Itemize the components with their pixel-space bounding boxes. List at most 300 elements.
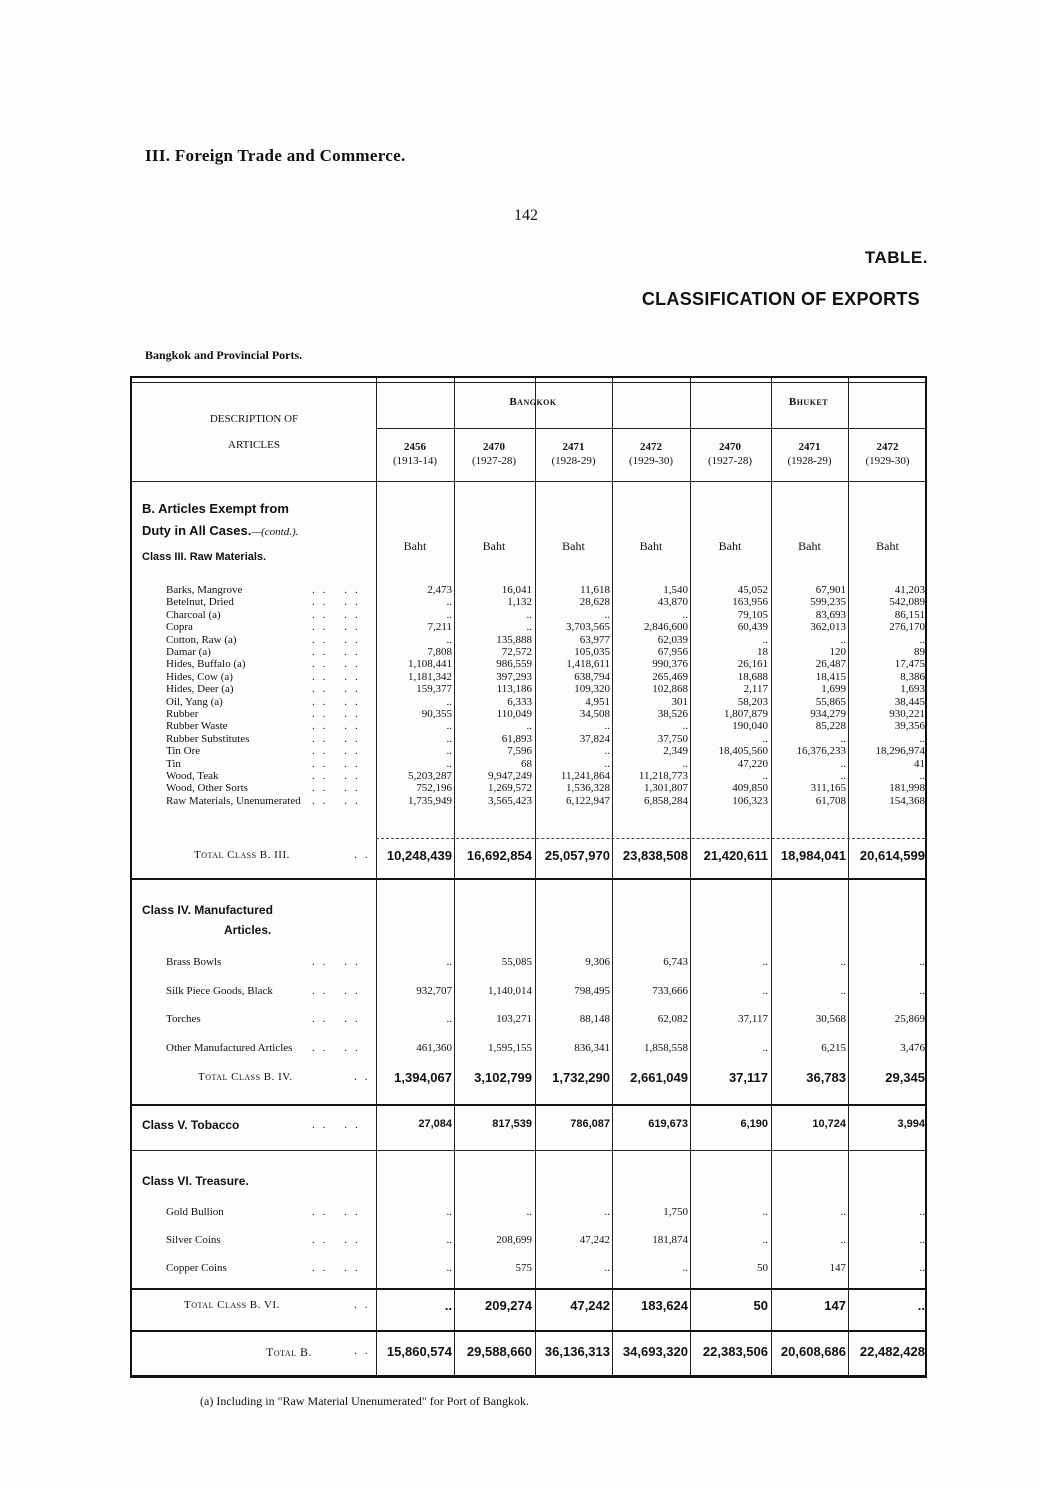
section-heading: III. Foreign Trade and Commerce.: [145, 146, 406, 165]
value-cell: 38,526: [657, 708, 688, 720]
contd-note: —(contd.).: [251, 526, 299, 538]
value-cell: 3,476: [900, 1041, 925, 1054]
value-cell: ..: [682, 757, 688, 770]
total-value: ..: [444, 1298, 452, 1313]
value-cell: 61,708: [815, 794, 846, 807]
unit-label: Baht: [876, 539, 899, 553]
value-cell: ..: [526, 720, 532, 733]
value-cell: ..: [604, 720, 610, 733]
value-cell: 25,869: [894, 1013, 925, 1025]
total-value: 36,783: [806, 1070, 846, 1085]
value-cell: ..: [919, 1234, 925, 1246]
class-5-value: 786,087: [570, 1118, 610, 1130]
group-bhuket: Bhuket: [788, 396, 829, 408]
description-header: DESCRIPTION OF: [209, 413, 299, 425]
class-3-heading: Class III. Raw Materials.: [142, 551, 267, 563]
value-cell: 26,161: [737, 658, 768, 671]
value-cell: 409,850: [732, 782, 768, 795]
value-cell: ..: [526, 608, 532, 621]
year-period: (1927-28): [472, 455, 516, 467]
year-period: (1929-30): [865, 455, 910, 467]
value-cell: ..: [604, 757, 610, 770]
total-value: 20,614,599: [859, 848, 925, 863]
value-cell: 5,203,287: [408, 770, 452, 782]
value-cell: 1,858,558: [644, 1041, 688, 1054]
value-cell: 986,559: [496, 658, 532, 671]
value-cell: ..: [604, 1262, 610, 1274]
value-cell: ..: [762, 1041, 768, 1054]
value-cell: 83,693: [815, 608, 846, 621]
value-cell: ..: [762, 1234, 768, 1246]
unit-label: Baht: [562, 539, 585, 553]
value-cell: 798,495: [574, 984, 610, 997]
column-rule: [612, 378, 613, 1375]
value-cell: ..: [446, 1013, 452, 1025]
total-value: 10,248,439: [386, 848, 452, 863]
class-6-heading: Class VI. Treasure.: [142, 1174, 249, 1188]
value-cell: 11,241,864: [560, 770, 610, 782]
value-cell: 1,536,328: [566, 782, 610, 795]
value-cell: 43,870: [657, 596, 688, 609]
value-cell: ..: [526, 1206, 532, 1218]
value-cell: 18,296,974: [875, 745, 925, 758]
value-cell: 3,703,565: [566, 621, 610, 634]
articles-header: ARTICLES: [228, 439, 280, 451]
leader-dots: .. ..: [312, 621, 366, 634]
value-cell: ..: [762, 770, 768, 782]
value-cell: 30,568: [815, 1013, 846, 1025]
row-label: Silver Coins: [166, 1234, 221, 1246]
value-cell: ..: [840, 956, 846, 968]
value-cell: 208,699: [496, 1234, 532, 1246]
value-cell: 276,170: [889, 621, 925, 634]
value-cell: 733,666: [652, 984, 688, 997]
value-cell: 934,279: [810, 708, 846, 720]
value-cell: 575: [515, 1262, 532, 1274]
unit-label: Baht: [639, 539, 663, 553]
total-label: Total Class B. III.: [194, 849, 290, 861]
value-cell: 362,013: [810, 621, 846, 634]
value-cell: 11,618: [580, 584, 610, 596]
total-label: Total Class B. VI.: [184, 1299, 280, 1311]
value-cell: 181,998: [889, 782, 925, 795]
year-header: 2472: [640, 441, 662, 453]
total-value: 22,482,428: [859, 1344, 925, 1359]
row-label: Charcoal (a): [166, 608, 221, 621]
value-cell: 79,105: [737, 608, 768, 621]
value-cell: 45,052: [737, 584, 768, 596]
value-cell: 11,218,773: [638, 770, 688, 782]
leader-dots: .. ..: [312, 1234, 366, 1246]
total-value: 36,136,313: [544, 1344, 610, 1359]
column-rule: [771, 378, 772, 1375]
row-label: Rubber Substitutes: [166, 732, 250, 745]
value-cell: 67,901: [815, 584, 846, 596]
row-label: Silk Piece Goods, Black: [166, 984, 273, 997]
value-cell: 159,377: [416, 683, 452, 696]
value-cell: 6,858,284: [644, 794, 688, 807]
total-value: 147: [824, 1298, 846, 1313]
value-cell: 55,865: [815, 695, 846, 708]
value-cell: 7,808: [427, 646, 452, 658]
group-bangkok: Bangkok: [509, 396, 557, 408]
leader-dots: .. ..: [312, 745, 366, 758]
value-cell: 163,956: [732, 596, 768, 609]
value-cell: 1,807,879: [724, 708, 768, 720]
header-bottom-rule: [132, 481, 925, 482]
section-b-title: B. Articles Exempt from: [142, 501, 289, 516]
value-cell: 6,122,947: [566, 794, 610, 807]
value-cell: 1,418,611: [566, 658, 610, 671]
value-cell: 1,140,014: [488, 984, 532, 997]
leader-dots: .. ..: [312, 608, 366, 621]
value-cell: 265,469: [652, 670, 688, 683]
total-value: 25,057,970: [544, 848, 610, 863]
value-cell: 60,439: [737, 621, 768, 634]
row-label: Raw Materials, Unenumerated: [166, 794, 301, 807]
value-cell: ..: [840, 1206, 846, 1218]
value-cell: ..: [840, 633, 846, 646]
value-cell: 86,151: [894, 608, 925, 621]
value-cell: 932,707: [416, 984, 452, 997]
value-cell: 58,203: [737, 695, 768, 708]
value-cell: 37,117: [738, 1013, 768, 1025]
total-value: 20,608,686: [780, 1344, 846, 1359]
value-cell: 9,947,249: [488, 770, 532, 782]
total-value: 23,838,508: [622, 848, 688, 863]
row-label: Gold Bullion: [166, 1206, 224, 1218]
value-cell: 1,301,807: [644, 782, 688, 795]
leader-dots: .. ..: [312, 683, 366, 696]
row-label: Hides, Deer (a): [166, 683, 234, 696]
value-cell: 6,215: [821, 1041, 846, 1054]
row-label: Tin Ore: [166, 745, 201, 758]
value-cell: ..: [919, 956, 925, 968]
class-5-end-rule: [132, 1150, 925, 1151]
value-cell: ..: [762, 984, 768, 997]
value-cell: 7,211: [427, 621, 452, 634]
class-5-value: 3,994: [897, 1118, 925, 1130]
total-label: Total Class B. IV.: [198, 1071, 293, 1083]
leader-dots: .. ..: [312, 1262, 366, 1274]
value-cell: 1,269,572: [488, 782, 532, 795]
value-cell: 102,868: [652, 683, 688, 696]
value-cell: 4,951: [585, 695, 610, 708]
row-label: Betelnut, Dried: [166, 596, 234, 609]
value-cell: ..: [840, 770, 846, 782]
table-label: TABLE.: [864, 248, 928, 267]
value-cell: 34,508: [579, 708, 610, 720]
value-cell: ..: [919, 770, 925, 782]
column-rule: [376, 378, 377, 1375]
value-cell: 18: [757, 646, 768, 658]
value-cell: 113,186: [496, 683, 532, 696]
value-cell: 2,349: [663, 745, 688, 758]
total-value: 16,692,854: [466, 848, 532, 863]
value-cell: 85,228: [815, 720, 846, 733]
value-cell: ..: [840, 1234, 846, 1246]
value-cell: 6,743: [663, 956, 688, 968]
group-rule: [376, 428, 925, 429]
value-cell: ..: [762, 1206, 768, 1218]
section-b-title-2: Duty in All Cases.—(contd.).: [142, 523, 299, 538]
unit-label: Baht: [718, 539, 742, 553]
subtotal-rule: [376, 838, 925, 839]
value-cell: 2,473: [427, 584, 452, 596]
leader-dots: .. ..: [312, 782, 366, 795]
unit-label: Baht: [482, 539, 506, 553]
value-cell: 38,445: [894, 695, 925, 708]
row-label: Wood, Other Sorts: [166, 782, 248, 795]
value-cell: 63,977: [579, 633, 610, 646]
value-cell: 28,628: [579, 596, 610, 609]
value-cell: 41: [914, 757, 925, 770]
value-cell: 39,356: [894, 720, 925, 733]
value-cell: 120: [829, 646, 846, 658]
value-cell: 990,376: [652, 658, 688, 671]
row-label: Rubber Waste: [166, 720, 228, 733]
leader-dots: .. ..: [312, 757, 366, 770]
leader-dots: .. ..: [312, 1206, 366, 1218]
value-cell: 542,089: [889, 596, 925, 609]
class-6-subtotal-rule: [132, 1288, 925, 1290]
total-b-rule: [132, 1330, 925, 1332]
value-cell: 1,108,441: [408, 658, 452, 671]
value-cell: 105,035: [574, 646, 610, 658]
leader-dots: .. ..: [312, 584, 366, 596]
value-cell: 16,041: [501, 584, 532, 596]
row-label: Hides, Cow (a): [166, 670, 233, 683]
value-cell: ..: [919, 633, 925, 646]
value-cell: 311,165: [810, 782, 846, 795]
value-cell: 47,220: [737, 757, 768, 770]
total-value: 22,383,506: [702, 1344, 768, 1359]
class-4-end-rule: [132, 1104, 925, 1106]
year-period: (1929-30): [629, 455, 673, 467]
column-rule: [848, 378, 849, 1375]
table-title: CLASSIFICATION OF EXPORTS: [641, 289, 920, 309]
total-value: 34,693,320: [622, 1344, 688, 1359]
column-rule: [690, 378, 691, 1375]
year-header: 2471: [798, 441, 821, 453]
value-cell: 72,572: [501, 646, 532, 658]
value-cell: 110,049: [496, 708, 532, 720]
value-cell: ..: [446, 1206, 452, 1218]
value-cell: 1,181,342: [408, 670, 452, 683]
total-value: 21,420,611: [703, 848, 768, 863]
year-header: 2470: [719, 441, 741, 453]
row-label: Torches: [166, 1013, 201, 1025]
total-value: 29,345: [885, 1070, 925, 1085]
row-label: Oil, Yang (a): [166, 695, 223, 708]
value-cell: 181,874: [652, 1234, 688, 1246]
value-cell: ..: [446, 956, 452, 968]
total-value: 183,624: [641, 1298, 688, 1313]
class-5-value: 10,724: [812, 1118, 846, 1130]
value-cell: 89: [914, 646, 925, 658]
class-5-value: 27,084: [418, 1118, 452, 1130]
page-number: 142: [514, 207, 538, 224]
value-cell: 9,306: [585, 956, 610, 968]
leader-dots: .. ..: [312, 1041, 366, 1054]
value-cell: 147: [829, 1262, 846, 1274]
value-cell: 109,320: [574, 683, 610, 696]
class-4-heading: Class IV. Manufactured: [142, 903, 273, 917]
year-period: (1928-29): [787, 455, 832, 467]
value-cell: 55,085: [501, 956, 532, 968]
footnote: (a) Including in "Raw Material Unenumerated" for Port of Bangkok.: [200, 1394, 530, 1408]
value-cell: 836,341: [574, 1041, 610, 1054]
value-cell: 1,699: [821, 683, 846, 696]
leader-dots: .. ..: [312, 984, 366, 997]
value-cell: ..: [446, 720, 452, 733]
leader-dots: .. ..: [312, 794, 366, 807]
leader-dots: .. ..: [312, 956, 366, 968]
leader-dots: .. ..: [312, 658, 366, 671]
row-label: Barks, Mangrove: [166, 584, 243, 596]
total-value: ..: [917, 1298, 925, 1313]
year-header: 2470: [483, 441, 505, 453]
value-cell: 17,475: [894, 658, 925, 671]
value-cell: 930,221: [889, 708, 925, 720]
value-cell: ..: [446, 633, 452, 646]
leader-dots: .. ..: [312, 633, 366, 646]
total-value: 209,274: [485, 1298, 532, 1313]
value-cell: 62,082: [657, 1013, 688, 1025]
value-cell: 61,893: [501, 732, 532, 745]
value-cell: 752,196: [416, 782, 452, 795]
leader-dots: .. ..: [312, 732, 366, 745]
value-cell: ..: [446, 596, 452, 609]
total-value: 47,242: [570, 1298, 610, 1313]
column-rule: [535, 378, 536, 1375]
value-cell: 3,565,423: [488, 794, 532, 807]
value-cell: 6,333: [507, 695, 532, 708]
total-value: 3,102,799: [474, 1070, 532, 1085]
value-cell: 106,323: [732, 794, 768, 807]
year-header: 2472: [876, 441, 899, 453]
value-cell: 8,386: [900, 670, 925, 683]
value-cell: ..: [446, 608, 452, 621]
value-cell: ..: [762, 956, 768, 968]
value-cell: ..: [919, 1262, 925, 1274]
total-value: 1,732,290: [552, 1070, 610, 1085]
class-4-heading-2: Articles.: [224, 923, 272, 937]
value-cell: 1,693: [900, 683, 925, 696]
row-label: Tin: [166, 757, 181, 770]
total-value: 1,394,067: [394, 1070, 452, 1085]
value-cell: 18,688: [737, 670, 768, 683]
value-cell: 461,360: [416, 1041, 452, 1054]
value-cell: ..: [919, 1206, 925, 1218]
value-cell: 1,735,949: [408, 794, 452, 807]
value-cell: ..: [840, 732, 846, 745]
total-value: 37,117: [728, 1070, 768, 1085]
total-value: 50: [753, 1298, 768, 1313]
unit-label: Baht: [403, 539, 427, 553]
value-cell: 62,039: [657, 633, 688, 646]
leader-dots: .. ..: [312, 695, 366, 708]
year-period: (1928-29): [551, 455, 596, 467]
value-cell: 154,368: [889, 794, 925, 807]
leader-dots: .. ..: [312, 1013, 366, 1025]
value-cell: ..: [682, 1262, 688, 1274]
value-cell: 18,415: [815, 670, 846, 683]
class-5-value: 6,190: [740, 1118, 768, 1130]
class-5-value: 619,673: [648, 1118, 688, 1130]
header-top-rule: [132, 382, 925, 383]
value-cell: ..: [446, 1262, 452, 1274]
value-cell: ..: [919, 984, 925, 997]
value-cell: ..: [840, 984, 846, 997]
value-cell: 1,750: [663, 1206, 688, 1218]
value-cell: 1,132: [507, 596, 532, 609]
leader-dots: ..: [354, 849, 376, 861]
leader-dots: .. ..: [312, 1119, 366, 1131]
value-cell: 47,242: [579, 1234, 610, 1246]
leader-dots: .. ..: [312, 646, 366, 658]
unit-label: Baht: [798, 539, 821, 553]
row-label: Rubber: [166, 708, 199, 720]
value-cell: 68: [521, 757, 532, 770]
value-cell: 16,376,233: [796, 745, 846, 758]
total-label: Total B.: [266, 1345, 313, 1359]
row-label: Copra: [166, 621, 193, 634]
value-cell: 18,405,560: [718, 745, 768, 758]
year-header: 2471: [562, 441, 585, 453]
value-cell: ..: [762, 732, 768, 745]
value-cell: 2,117: [743, 683, 768, 696]
year-header: 2456: [404, 441, 426, 453]
row-label: Cotton, Raw (a): [166, 633, 237, 646]
leader-dots: .. ..: [312, 770, 366, 782]
value-cell: ..: [446, 695, 452, 708]
value-cell: ..: [446, 732, 452, 745]
value-cell: ..: [840, 757, 846, 770]
value-cell: 103,271: [496, 1013, 532, 1025]
leader-dots: .. ..: [312, 596, 366, 609]
value-cell: 301: [671, 695, 688, 708]
total-value: 18,984,041: [780, 848, 846, 863]
value-cell: 26,487: [815, 658, 846, 671]
value-cell: 1,595,155: [488, 1041, 532, 1054]
row-label: Copper Coins: [166, 1262, 227, 1274]
total-value: 2,661,049: [630, 1070, 688, 1085]
value-cell: ..: [526, 621, 532, 634]
row-label: Hides, Buffalo (a): [166, 658, 246, 671]
value-cell: ..: [604, 1206, 610, 1218]
ports-label: Bangkok and Provincial Ports.: [145, 348, 303, 362]
row-label: Damar (a): [166, 646, 211, 658]
value-cell: 2,846,600: [644, 621, 688, 634]
year-period: (1913-14): [393, 455, 437, 467]
value-cell: ..: [762, 633, 768, 646]
value-cell: 7,596: [507, 745, 532, 758]
row-label: Wood, Teak: [166, 770, 219, 782]
value-cell: 135,888: [496, 633, 532, 646]
exports-table: [130, 376, 927, 1378]
row-label: Brass Bowls: [166, 956, 222, 968]
column-rule: [454, 378, 455, 1375]
leader-dots: ..: [354, 1299, 376, 1311]
value-cell: 190,040: [732, 720, 768, 733]
value-cell: ..: [446, 745, 452, 758]
leader-dots: ..: [354, 1345, 376, 1357]
value-cell: 37,824: [579, 732, 610, 745]
class-5-value: 817,539: [492, 1118, 532, 1130]
total-value: 29,588,660: [466, 1344, 532, 1359]
total-value: 15,860,574: [386, 1344, 452, 1359]
